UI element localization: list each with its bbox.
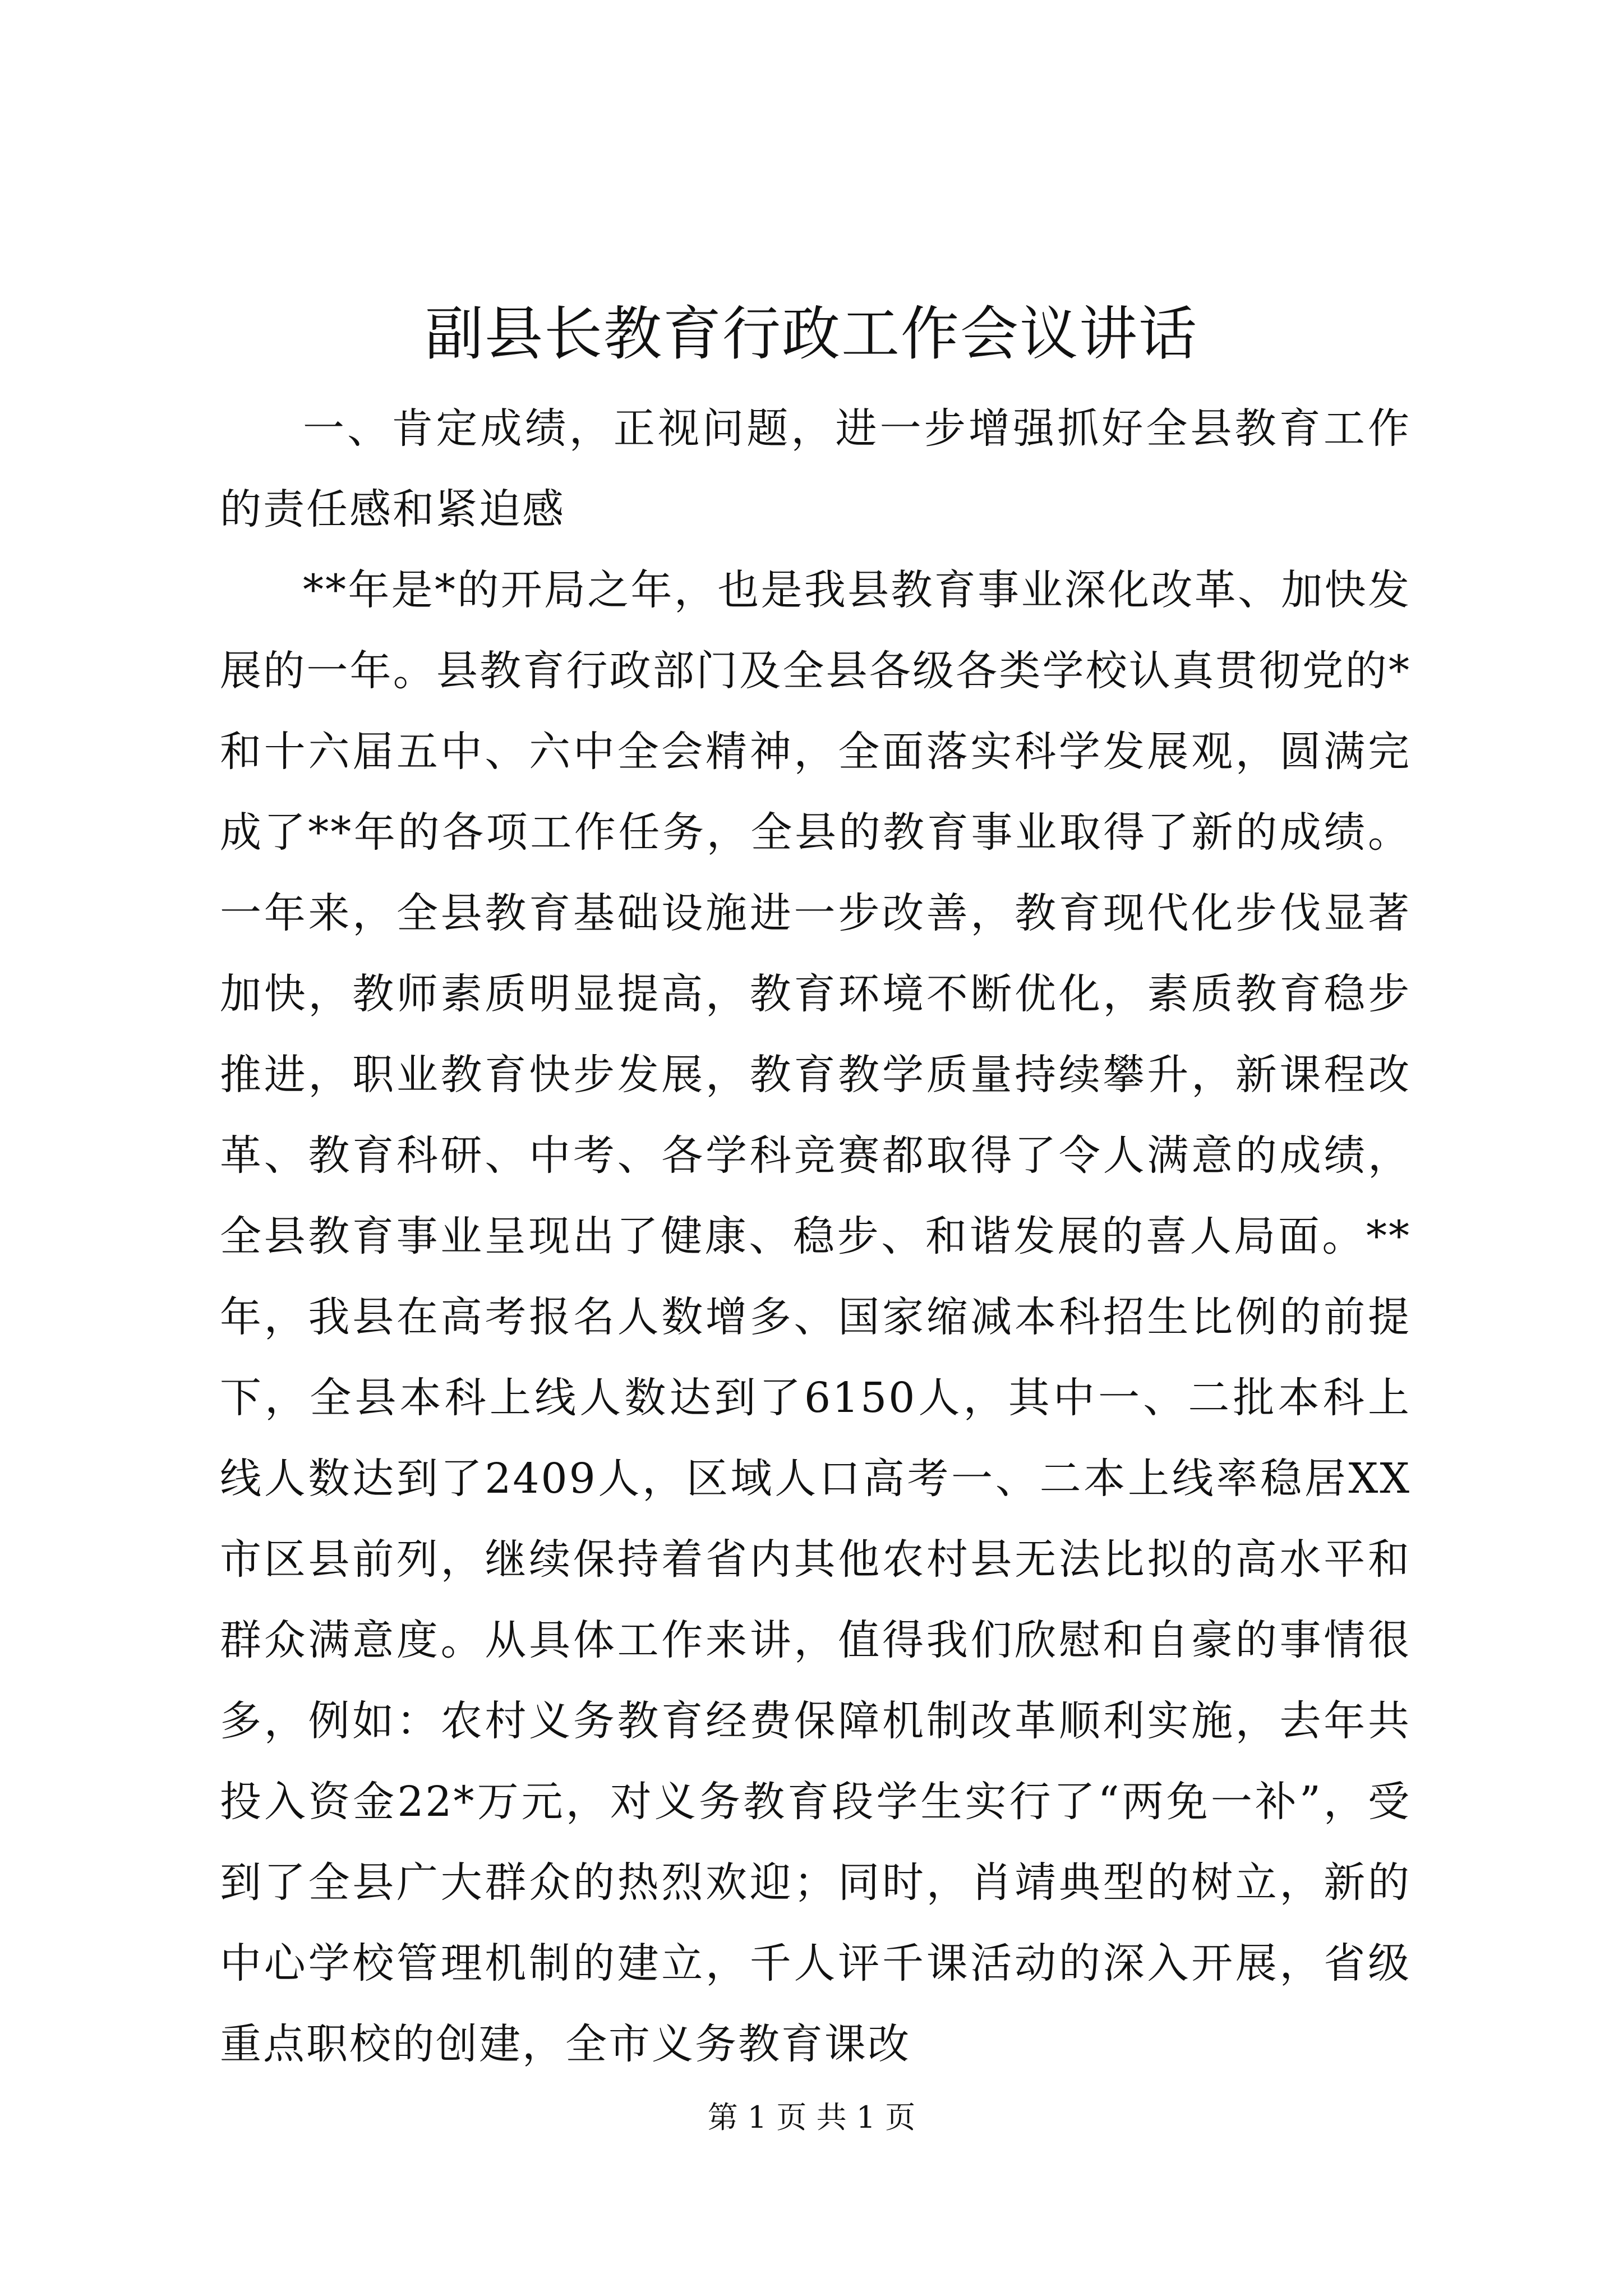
page-footer: 第 1 页 共 1 页 [707, 2100, 916, 2135]
section-heading-paragraph: 一、肯定成绩，正视问题，进一步增强抓好全县教育工作的责任感和紧迫感 [220, 404, 1411, 533]
document-body [220, 388, 1411, 2085]
document-title: 副县长教育行政工作会议讲话 [425, 300, 1198, 368]
body-paragraph: **年是*的开局之年，也是我县教育事业深化改革、加快发展的一年。县教育行政部门及全县各级各类学校认真贯彻党的*和十六届五中、六中全会精神，全面落实科学发展观，圆满完成了**年的各项工作任务，全县的教育事业取得了新的成绩。一年来，全县教育基础设施进一步改善，教育现代化步伐显著加快，教师素质明显提高，教育环境不断优化，素质教育稳步推进，职业教育快步发展，教育教学质量持续攀升，新课程改革、教育科研、中考、各学科竞赛都取得了令人满意的成绩，全县教育事业呈现出了健康、稳步、和谐发展的喜人局面。**年，我县在高考报名人数增多、国家缩减本科招生比例的前提下，全县本科上线人数达到了6150人，其中一、二批本科上线人数达到了2409人，区域人口高考一、二本上线率稳居XX市区县前列，继续保持着省内其他农村县无法比拟的高水平和群众满意度。从具体工作来讲，值得我们欣慰和自豪的事情很多，例如：农村义务教育经费保障机制改革顺利实施，去年共投入资金22*万元，对义务教育段学生实行了“两免一补”，受到了全县广大群众的热烈欢迎；同时，肖靖典型的树立，新的中心学校管理机制的建立，千人评千课活动的深入开展，省级重点职校的创建，全市义务教育课改 [220, 566, 1411, 2068]
